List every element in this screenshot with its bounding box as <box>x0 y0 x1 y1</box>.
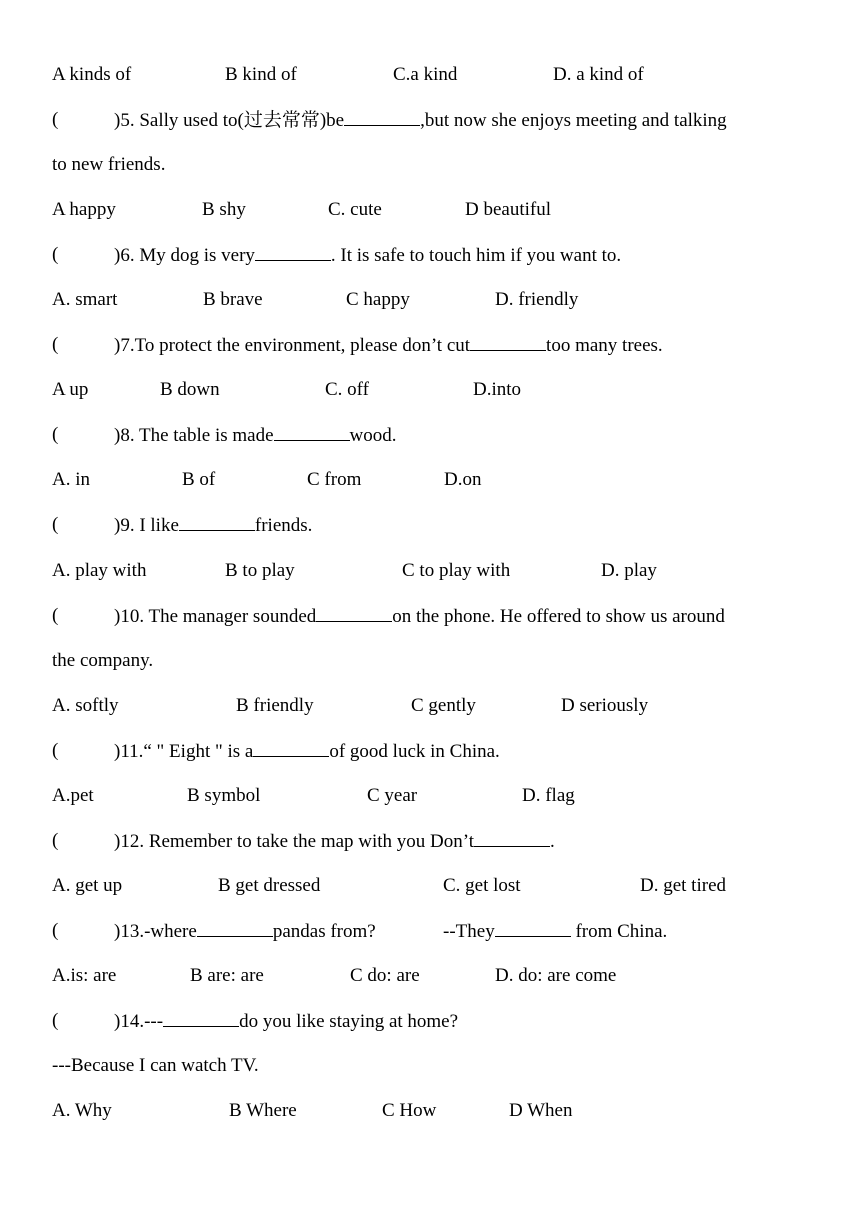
option-d: D. flag <box>522 785 575 806</box>
question-text-after: . <box>550 831 555 852</box>
answer-blank <box>255 244 331 261</box>
option-c: C happy <box>346 289 410 310</box>
option-d: D. friendly <box>495 289 579 310</box>
question-text: )10. The manager sounded <box>114 606 317 627</box>
option-b: B kind of <box>225 64 297 85</box>
option-b: B are: are <box>190 965 264 986</box>
option-a: A. Why <box>52 1100 112 1121</box>
question-text: )5. Sally used to(过去常常)be <box>114 110 345 131</box>
option-d: D When <box>509 1100 573 1121</box>
question-text-after: too many trees. <box>546 335 663 356</box>
question-text: )7.To protect the environment, please don’t cut <box>114 335 471 356</box>
answer-blank <box>179 514 255 531</box>
option-b: B friendly <box>236 695 314 716</box>
option-b: B shy <box>202 199 246 220</box>
question-text-after: of good luck in China. <box>329 741 500 762</box>
option-b: B get dressed <box>218 875 321 896</box>
answer-paren: ( <box>52 605 59 626</box>
option-c: C year <box>367 785 418 806</box>
question-text: )9. I like <box>114 515 179 536</box>
option-a: A.is: are <box>52 965 117 986</box>
option-d: D. a kind of <box>553 64 644 85</box>
question-text-after: do you like staying at home? <box>239 1011 459 1032</box>
answer-paren: ( <box>52 244 59 265</box>
question-text-after: from China. <box>570 921 668 942</box>
question-text: )8. The table is made <box>114 425 274 446</box>
question-text: )14.--- <box>114 1011 164 1032</box>
question-text: )6. My dog is very <box>114 245 255 266</box>
option-c: C to play with <box>402 560 511 581</box>
answer-blank <box>470 334 546 351</box>
answer-paren: ( <box>52 109 59 130</box>
option-d: D. get tired <box>640 875 727 896</box>
question-text-after: wood. <box>349 425 397 446</box>
option-a: A. play with <box>52 560 147 581</box>
question-text-after: . It is safe to touch him if you want to. <box>330 245 622 266</box>
option-b: B down <box>160 379 220 400</box>
answer-paren: ( <box>52 830 59 851</box>
option-d: D. play <box>601 560 657 581</box>
dialogue-response: ---Because I can watch TV. <box>52 1055 259 1076</box>
option-c: C do: are <box>350 965 420 986</box>
option-b: B to play <box>225 560 295 581</box>
option-c: C. off <box>325 379 369 400</box>
option-c: C from <box>307 469 362 490</box>
option-a: A. in <box>52 469 90 490</box>
answer-paren: ( <box>52 514 59 535</box>
question-text: )13.-where <box>114 921 197 942</box>
answer-paren: ( <box>52 1010 59 1031</box>
option-c: C gently <box>411 695 476 716</box>
option-c: C How <box>382 1100 437 1121</box>
option-d: D beautiful <box>465 199 552 220</box>
option-b: B of <box>182 469 216 490</box>
question-continuation: to new friends. <box>52 154 166 175</box>
option-a: A up <box>52 379 89 400</box>
answer-blank <box>274 424 350 441</box>
question-text: )11.“ " Eight " is a <box>114 741 254 762</box>
question-text-after: friends. <box>254 515 313 536</box>
option-a: A happy <box>52 199 116 220</box>
option-d: D. do: are come <box>495 965 617 986</box>
question-text: )12. Remember to take the map with you Don’t <box>114 831 475 852</box>
question-text-after: ,but now she enjoys meeting and talking <box>420 110 727 131</box>
option-b: B brave <box>203 289 263 310</box>
answer-blank <box>495 920 571 937</box>
answer-blank <box>316 605 392 622</box>
question-continuation: the company. <box>52 650 154 671</box>
answer-paren: ( <box>52 920 59 941</box>
answer-blank <box>253 740 329 757</box>
option-c: C. cute <box>328 199 382 220</box>
answer-blank <box>474 830 550 847</box>
option-d: D seriously <box>561 695 649 716</box>
option-d: D.into <box>473 379 522 400</box>
answer-paren: ( <box>52 334 59 355</box>
option-d: D.on <box>444 469 482 490</box>
answer-paren: ( <box>52 424 59 445</box>
option-a: A.pet <box>52 785 94 806</box>
option-a: A. smart <box>52 289 118 310</box>
answer-blank <box>163 1010 239 1027</box>
answer-paren: ( <box>52 740 59 761</box>
option-b: B symbol <box>187 785 261 806</box>
option-c: C.a kind <box>393 64 458 85</box>
answer-text-prefix: --They <box>443 921 495 942</box>
option-c: C. get lost <box>443 875 521 896</box>
question-text-mid: pandas from? <box>272 921 376 942</box>
answer-blank <box>344 109 420 126</box>
option-a: A. softly <box>52 695 119 716</box>
option-a: A kinds of <box>52 64 132 85</box>
option-b: B Where <box>229 1100 297 1121</box>
answer-blank <box>197 920 273 937</box>
option-a: A. get up <box>52 875 123 896</box>
question-text-after: on the phone. He offered to show us around <box>392 606 725 627</box>
